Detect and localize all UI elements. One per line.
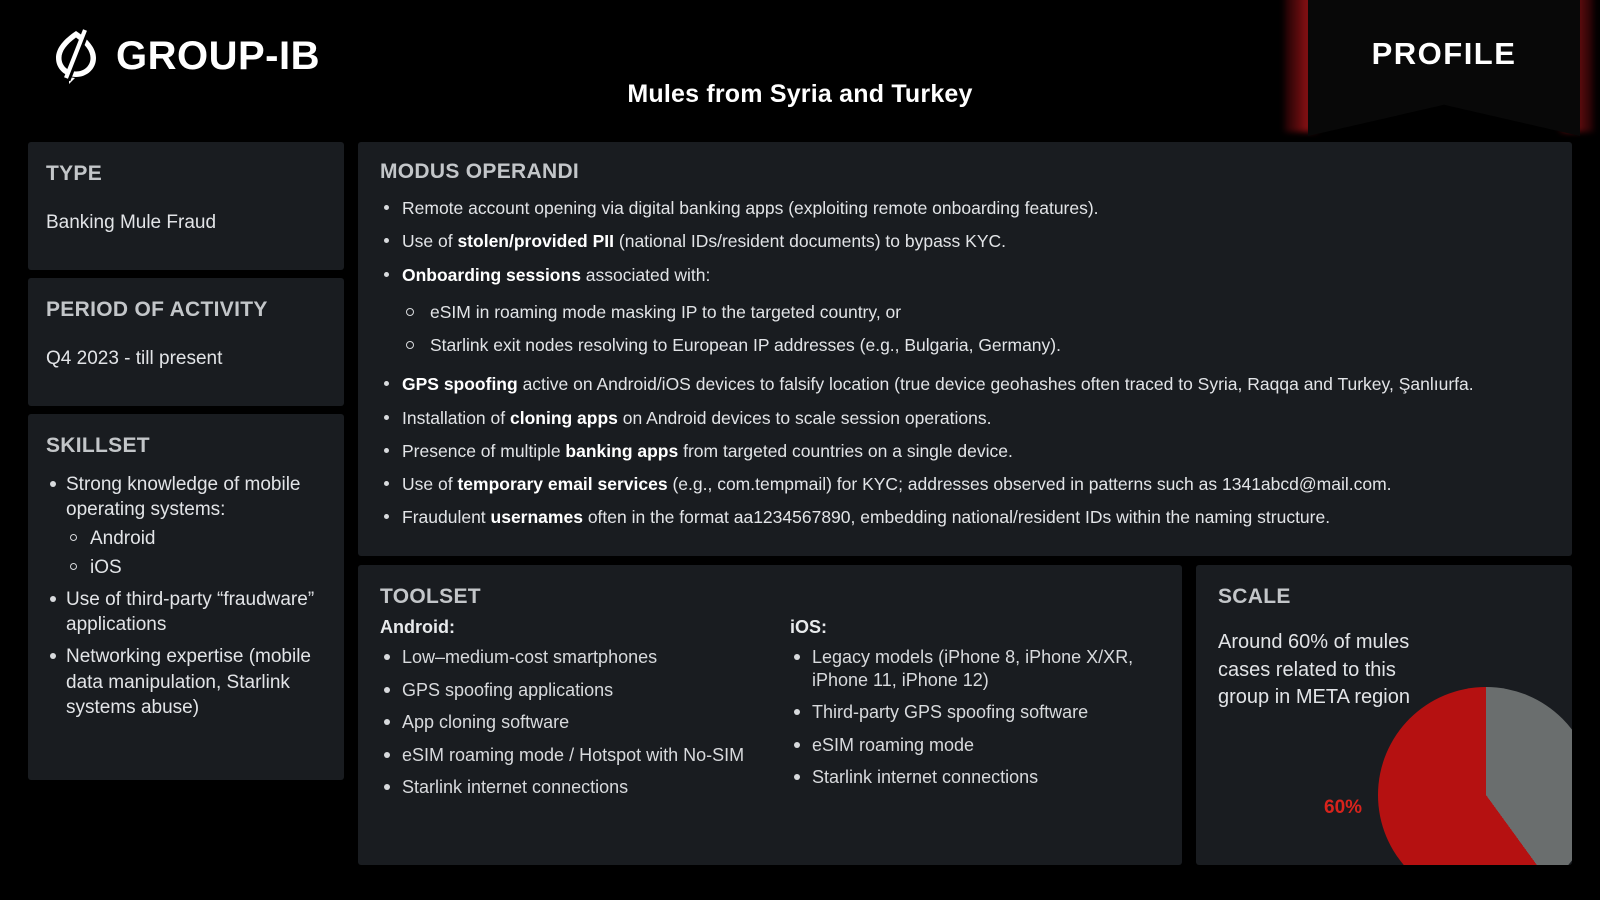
list-item xyxy=(790,646,1160,691)
scale-pie-percent-label: 60% xyxy=(1324,797,1363,818)
skillset-item-label: Strong knowledge of mobile operating systems: xyxy=(66,474,301,521)
list-item xyxy=(380,368,1550,401)
skillset-panel xyxy=(28,414,344,780)
period-panel-title: PERIOD OF ACTIVITY xyxy=(46,298,268,321)
modus-operandi-title: MODUS OPERANDI xyxy=(380,160,580,183)
skillset-panel-title: SKILLSET xyxy=(46,434,150,457)
toolset-panel-title: TOOLSET xyxy=(380,585,481,608)
toolset-item-label: eSIM roaming mode / Hotspot with No-SIM xyxy=(402,744,745,765)
toolset-item-label: App cloning software xyxy=(402,712,570,732)
list-item xyxy=(380,744,770,767)
toolset-ios-list xyxy=(790,646,1160,789)
scale-panel xyxy=(1196,565,1572,865)
modus-operandi-panel xyxy=(358,142,1572,556)
list-item xyxy=(66,555,326,580)
toolset-item-label: eSIM roaming mode xyxy=(812,734,975,755)
period-panel-value: Q4 2023 - till present xyxy=(46,348,223,369)
list-item xyxy=(790,734,1160,757)
toolset-item-label: Starlink internet connections xyxy=(812,767,1039,787)
page-header xyxy=(0,0,1600,140)
toolset-android-list xyxy=(380,646,770,799)
list-item xyxy=(402,329,1550,362)
toolset-ios-label: iOS: xyxy=(790,617,828,637)
scale-panel-title: SCALE xyxy=(1218,585,1291,608)
modus-subbullet-text: eSIM in roaming mode masking IP to the targeted country, or xyxy=(430,301,902,322)
list-item xyxy=(402,296,1550,329)
brand-name: GROUP-IB xyxy=(116,34,320,78)
type-panel-value: Banking Mule Fraud xyxy=(46,212,217,233)
list-item xyxy=(380,259,1550,363)
modus-bullet-text: GPS spoofing active on Android/iOS devices to falsify location (true device geohashes often traced to Syria, Raqqa and Turkey, Şanlıurfa. xyxy=(402,374,1474,395)
toolset-item-label: Third-party GPS spoofing software xyxy=(812,702,1089,722)
toolset-panel xyxy=(358,565,1182,865)
list-item xyxy=(380,679,770,702)
list-item xyxy=(46,644,326,719)
modus-subbullet-text: Starlink exit nodes resolving to European IP addresses (e.g., Bulgaria, Germany). xyxy=(430,335,1061,355)
list-item xyxy=(380,501,1550,534)
brand-logo xyxy=(50,28,320,84)
modus-bullet-text: Use of stolen/provided PII (national IDs/resident documents) to bypass KYC. xyxy=(402,231,1007,252)
skillset-subitem-label: iOS xyxy=(90,557,122,579)
skillset-item-label: Networking expertise (mobile data manipulation, Starlink systems abuse) xyxy=(66,646,311,718)
toolset-item-label: Legacy models (iPhone 8, iPhone X/XR, iPhone 11, iPhone 12) xyxy=(812,647,1134,690)
type-panel xyxy=(28,142,344,270)
list-item xyxy=(46,587,326,637)
skillset-list xyxy=(46,472,326,720)
toolset-android-column xyxy=(380,617,770,809)
list-item xyxy=(380,435,1550,468)
group-ib-leaf-icon xyxy=(50,28,102,84)
scale-panel-text: Around 60% of mules cases related to this group in META region xyxy=(1218,631,1410,709)
modus-bullet-text: Remote account opening via digital banking apps (exploiting remote onboarding features). xyxy=(402,198,1099,218)
scale-pie-chart xyxy=(1378,687,1572,865)
toolset-item-label: Starlink internet connections xyxy=(402,777,629,797)
list-item xyxy=(790,701,1160,724)
list-item xyxy=(380,225,1550,258)
skillset-subitem-label: Android xyxy=(90,528,156,550)
page-title: Mules from Syria and Turkey xyxy=(627,80,973,108)
list-item xyxy=(380,646,770,669)
modus-bullet-text: Fraudulent usernames often in the format aa1234567890, embedding national/resident IDs within the naming structure. xyxy=(402,507,1331,528)
list-item xyxy=(66,526,326,551)
list-item xyxy=(380,711,770,734)
period-panel xyxy=(28,278,344,406)
toolset-item-label: Low–medium-cost smartphones xyxy=(402,647,658,667)
list-item xyxy=(380,192,1550,225)
skillset-sublist xyxy=(66,526,326,580)
modus-bullet-text: Installation of cloning apps on Android devices to scale session operations. xyxy=(402,407,992,428)
toolset-android-label: Android: xyxy=(380,617,455,637)
skillset-item-label: Use of third-party “fraudware” applications xyxy=(66,589,315,636)
list-item xyxy=(380,468,1550,501)
profile-ribbon-badge xyxy=(1282,0,1600,139)
list-item xyxy=(790,766,1160,789)
type-panel-title: TYPE xyxy=(46,162,103,185)
list-item xyxy=(380,402,1550,435)
list-item xyxy=(380,776,770,799)
modus-bullet-text: Onboarding sessions associated with: xyxy=(402,264,711,285)
modus-bullet-text: Use of temporary email services (e.g., com.tempmail) for KYC; addresses observed in patterns such as 1341abcd@mail.com. xyxy=(402,474,1392,494)
list-item xyxy=(46,472,326,580)
modus-bullet-text: Presence of multiple banking apps from targeted countries on a single device. xyxy=(402,440,1013,461)
toolset-item-label: GPS spoofing applications xyxy=(402,679,614,700)
toolset-ios-column xyxy=(770,617,1160,809)
modus-operandi-list xyxy=(380,192,1550,535)
ribbon-label: PROFILE xyxy=(1371,36,1517,71)
modus-sublist xyxy=(402,296,1550,363)
